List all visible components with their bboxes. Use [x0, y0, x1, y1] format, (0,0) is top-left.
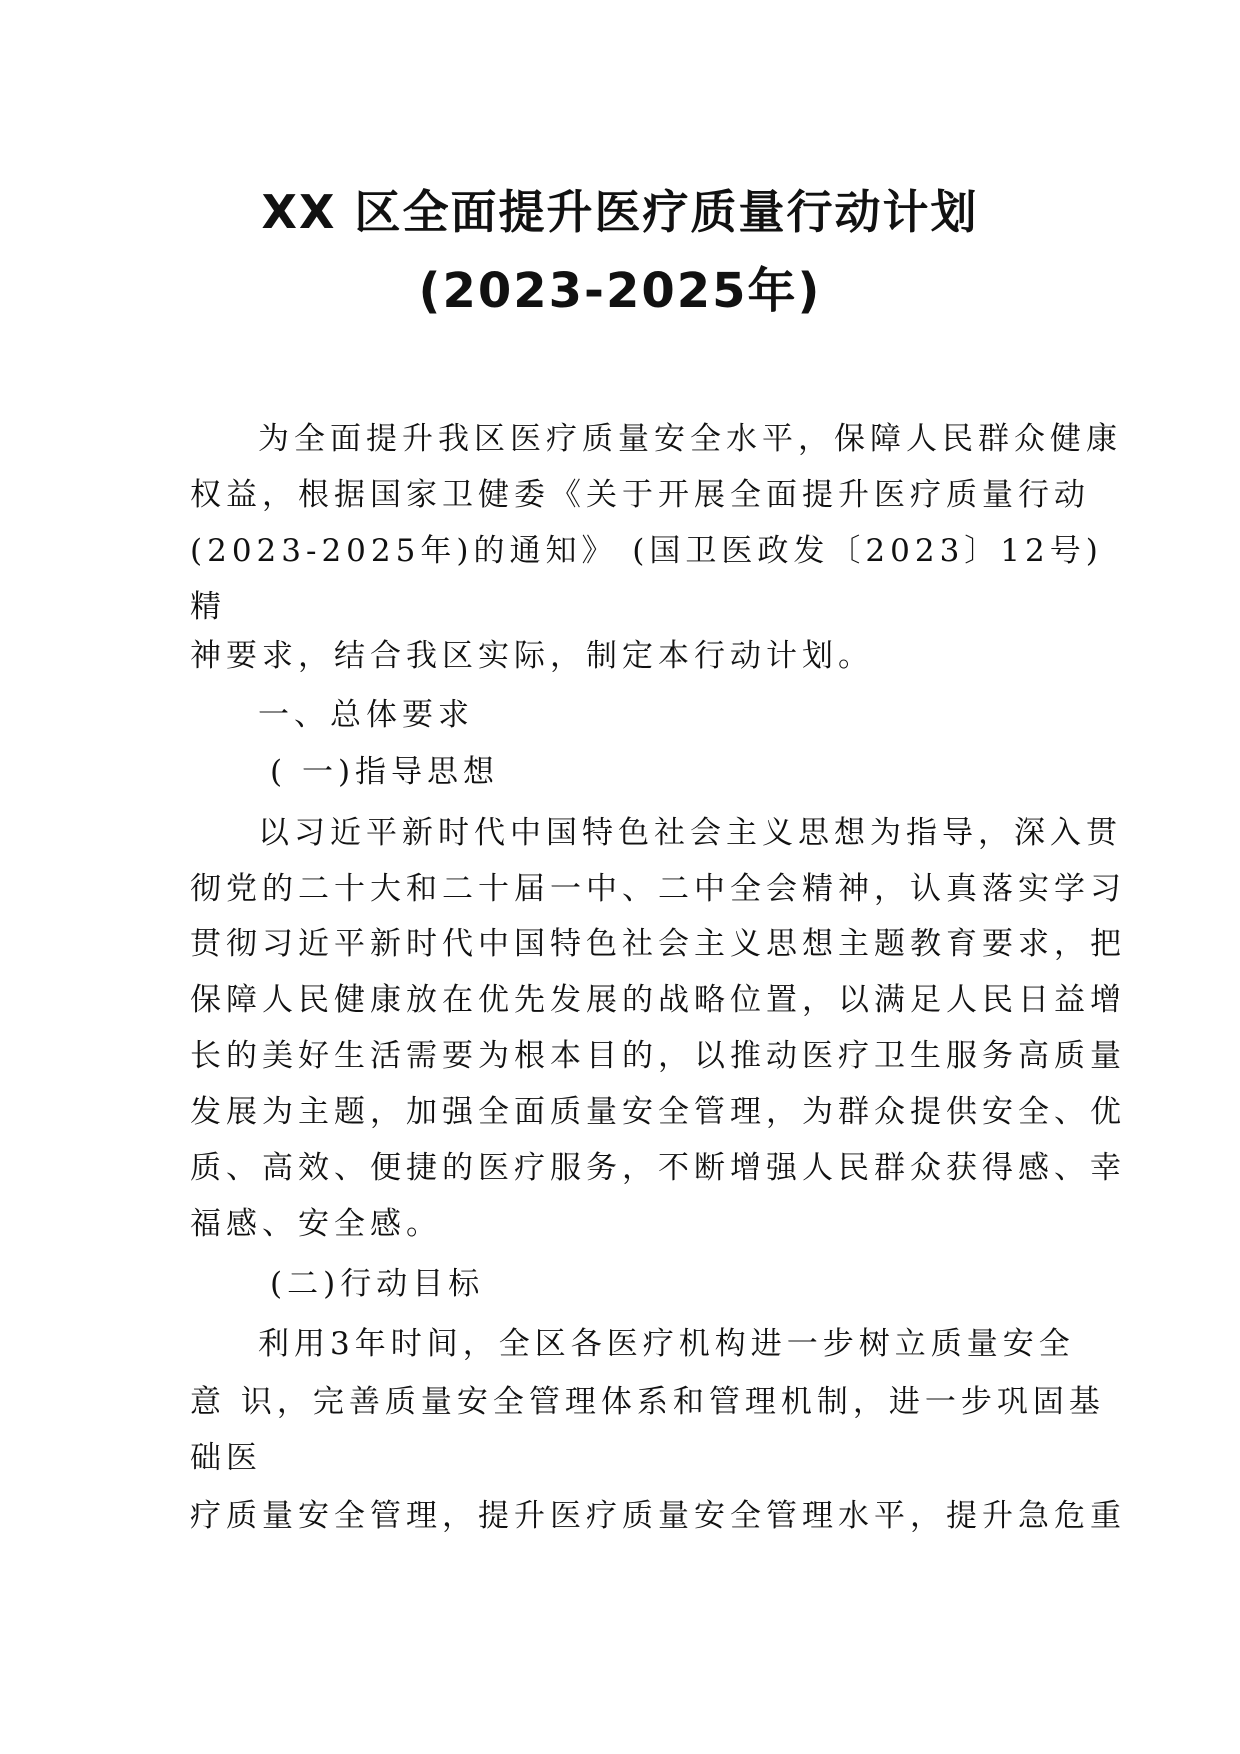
paragraph-line: 利用3年时间，全区各医疗机构进一步树立质量安全	[258, 1326, 1075, 1362]
paragraph-line: 神要求，结合我区实际，制定本行动计划。	[190, 638, 874, 674]
paragraph-line: 福感、安全感。	[190, 1206, 442, 1242]
paragraph-line: 彻党的二十大和二十届一中、二中全会精神，认真落实学习	[190, 871, 1126, 907]
paragraph-line: 长的美好生活需要为根本目的，以推动医疗卫生服务高质量	[190, 1038, 1126, 1074]
paragraph-line: 为全面提升我区医疗质量安全水平，保障人民群众健康	[258, 421, 1122, 457]
paragraph-line: 以习近平新时代中国特色社会主义思想为指导，深入贯	[258, 815, 1122, 851]
paragraph-line: 发展为主题，加强全面质量安全管理，为群众提供安全、优	[190, 1094, 1126, 1130]
paragraph-line: 疗质量安全管理，提升医疗质量安全管理水平，提升急危重	[190, 1498, 1126, 1534]
section-heading: 一、总体要求	[258, 697, 474, 733]
subsection-heading: (二)行动目标	[270, 1266, 485, 1302]
paragraph-line: 意 识，完善质量安全管理体系和管理机制，进一步巩固基	[190, 1384, 1105, 1420]
paragraph-line: 础医	[190, 1440, 262, 1476]
paragraph-line: 贯彻习近平新时代中国特色社会主义思想主题教育要求，把	[190, 926, 1126, 962]
paragraph-line: 精	[190, 589, 226, 625]
document-title: XX 区全面提升医疗质量行动计划	[261, 185, 979, 239]
subsection-heading: ( 一)指导思想	[270, 754, 500, 790]
paragraph-line: 保障人民健康放在优先发展的战略位置，以满足人民日益增	[190, 982, 1126, 1018]
paragraph-line: 质、高效、便捷的医疗服务，不断增强人民群众获得感、幸	[190, 1150, 1126, 1186]
document-title-years: (2023-2025年)	[418, 263, 822, 319]
paragraph-line: 权益，根据国家卫健委《关于开展全面提升医疗质量行动	[190, 477, 1090, 513]
paragraph-line: (2023-2025年)的通知》 (国卫医政发〔2023〕12号)	[190, 533, 1103, 569]
